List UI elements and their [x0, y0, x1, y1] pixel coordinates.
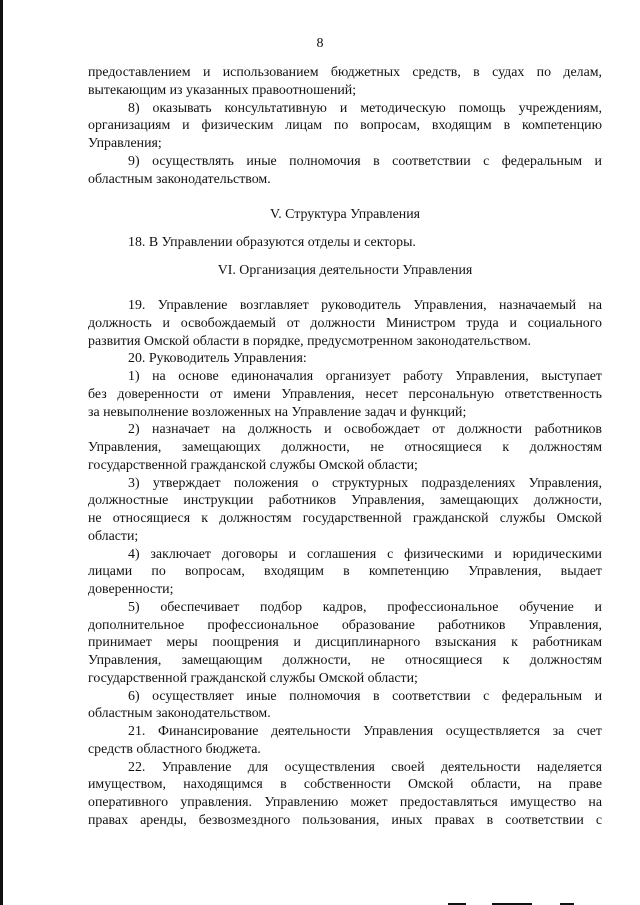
- text-line: 4) заключает договоры и соглашения с физическими и юридическими: [128, 546, 602, 562]
- spacer: [88, 188, 602, 206]
- text-line: Управления;: [88, 136, 162, 151]
- text-line: 2) назначает на должность и освобождает от должности работников: [128, 422, 602, 438]
- text-line: принимает меры поощрения и дисциплинарного взыскания к работникам: [88, 635, 602, 651]
- text-line: лицами по вопросам, входящим в компетенцию Управления, выдает: [88, 564, 602, 580]
- text-line: 20. Руководитель Управления:: [128, 351, 307, 367]
- text-line: 9) осуществлять иные полномочия в соответствии с федеральным и: [128, 153, 602, 169]
- text-line: государственной гражданской службы Омской области;: [88, 457, 418, 473]
- text-line: средств областного бюджета.: [88, 741, 261, 757]
- text-line: 21. Финансирование деятельности Управления осуществляется за счет: [128, 724, 602, 739]
- spacer: [88, 279, 602, 297]
- text-line: за невыполнение возложенных на Управление задач и функций;: [88, 404, 467, 420]
- text-line: развития Омской области в порядке, предусмотренном законодательством.: [88, 333, 531, 349]
- body-text: [88, 64, 602, 830]
- text-line: 5) обеспечивает подбор кадров, профессиональное обучение и: [128, 599, 602, 615]
- text-line: организациям и физическим лицам по вопросам, входящим в компетенцию: [88, 118, 602, 134]
- text-line: государственной гражданской службы Омской области;: [88, 670, 418, 686]
- text-line: должностные инструкции работников Управления, замещающих должности,: [88, 493, 602, 509]
- text-line: 22. Управление для осуществления своей деятельности наделяется: [128, 759, 602, 775]
- text-line: не относящиеся к должностям государственной гражданской службы Омской: [88, 511, 602, 526]
- text-line: имуществом, находящимся в собственности Омской области, на праве: [88, 777, 602, 793]
- text-line: Управления, замещающим должности, не относящиеся к должностям: [88, 653, 602, 668]
- text-line: вытекающим из указанных правоотношений;: [88, 82, 357, 98]
- text-line: 8) оказывать консультативную и методическую помощь учреждениям,: [128, 100, 602, 116]
- text-line: Управления, замещающих должности, не относящиеся к должностям: [88, 440, 602, 455]
- text-line: оперативного управления. Управлению может предоставляться имущество на: [88, 795, 602, 810]
- text-line: правах аренды, безвозмездного пользования, иных правах в соответствии с: [88, 812, 602, 828]
- text-line: должность и освобождаемый от должности Министром труда и социального: [88, 315, 602, 331]
- text-line: доверенности;: [88, 582, 174, 597]
- text-line: 3) утверждает положения о структурных подразделениях Управления,: [128, 475, 602, 491]
- scan-edge-shadow: [0, 0, 3, 905]
- text-line: 6) осуществляет иные полномочия в соответствии с федеральным и: [128, 688, 602, 704]
- text-line: дополнительное профессиональное образование работников Управления,: [88, 617, 602, 633]
- text-line: областным законодательством.: [88, 706, 271, 722]
- text-line: 18. В Управлении образуются отделы и секторы.: [128, 234, 416, 250]
- section-heading-v: V. Структура Управления: [269, 207, 421, 222]
- text-line: предоставлением и использованием бюджетных средств, в судах по делам,: [88, 65, 602, 80]
- text-line: 19. Управление возглавляет руководитель Управления, назначаемый на: [128, 298, 602, 313]
- spacer: [88, 224, 602, 234]
- text-line: без доверенности от имени Управления, несет персональную ответственность: [88, 386, 602, 402]
- section-heading-vi: VI. Организация деятельности Управления: [217, 262, 473, 278]
- text-line: 1) на основе единоначалия организует работу Управления, выступает: [128, 369, 602, 384]
- spacer: [88, 252, 602, 262]
- page-number: 8: [316, 36, 324, 51]
- text-line: области;: [88, 528, 139, 544]
- text-line: областным законодательством.: [88, 171, 271, 187]
